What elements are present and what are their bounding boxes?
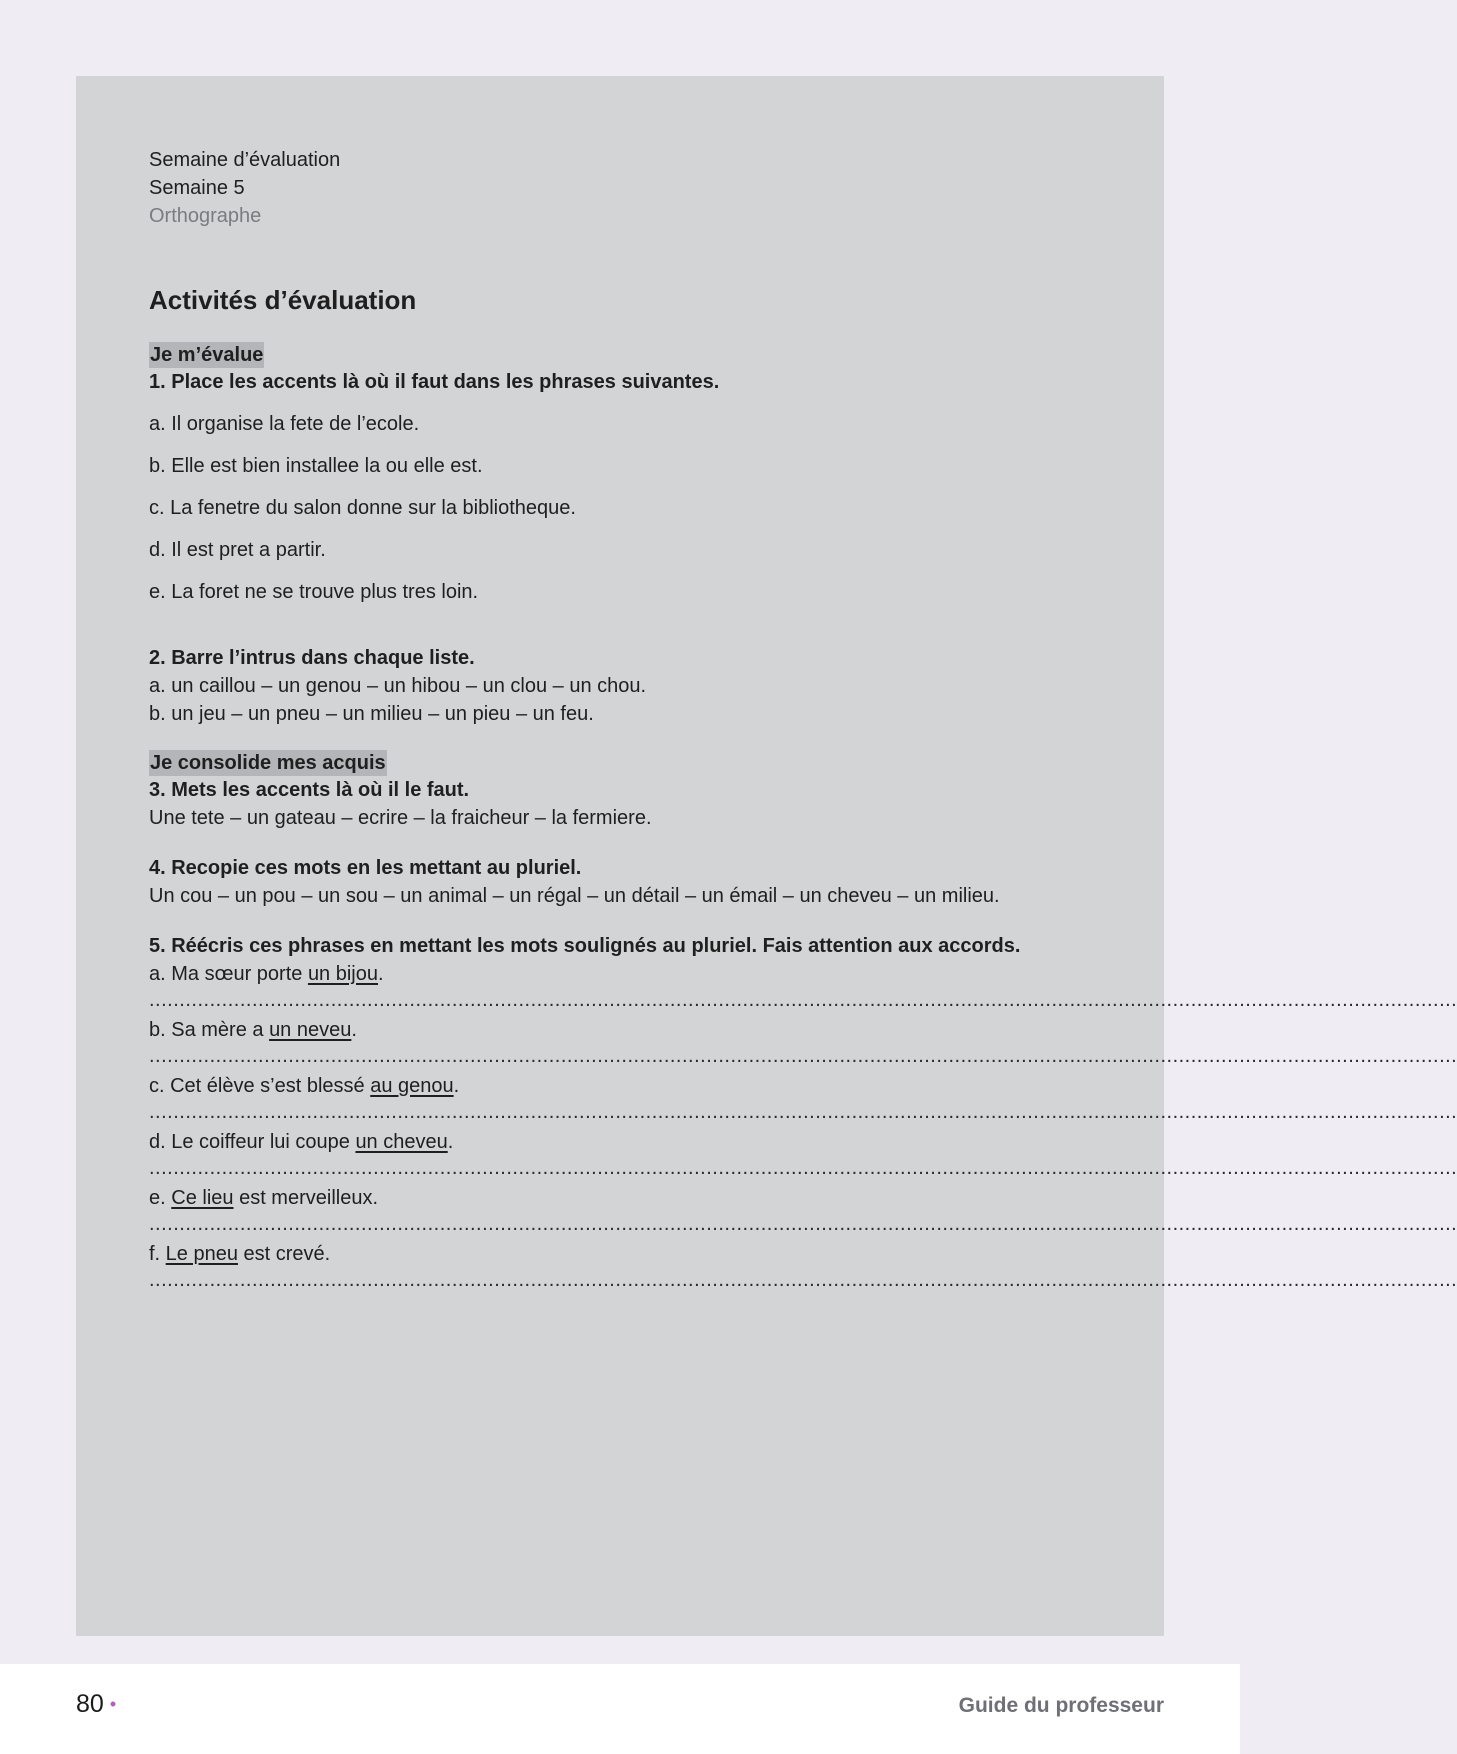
underlined-word: un bijou — [307, 963, 378, 985]
section-label: Je m’évalue — [150, 344, 264, 366]
question-1-item: a. Il organise la fete de l’ecole. — [149, 413, 420, 435]
worksheet — [149, 146, 1457, 1296]
question-5-item: a. Ma sœur porte un bijou. — [149, 963, 384, 985]
answer-line[interactable]: ........................................................................................................................................................................................................................ — [149, 1101, 1457, 1123]
question-5-item: d. Le coiffeur lui coupe un cheveu. — [149, 1131, 454, 1153]
question-5-item: f. Le pneu est crevé. — [149, 1243, 331, 1265]
question-1-item: d. Il est pret a partir. — [149, 539, 326, 561]
question-3-text: Une tete – un gateau – ecrire – la fraicheur – la fermiere. — [149, 807, 652, 829]
question-1-item: e. La foret ne se trouve plus tres loin. — [149, 581, 479, 603]
question-1-item: b. Elle est bien installee la ou elle est. — [149, 455, 483, 477]
bullet-icon: • — [109, 1694, 117, 1714]
question-5-item: e. Ce lieu est merveilleux. — [149, 1187, 379, 1209]
underlined-word: un cheveu — [355, 1131, 448, 1153]
section-label: Je consolide mes acquis — [150, 752, 386, 774]
page-number: 80 • — [76, 1690, 117, 1718]
question-2-item: a. un caillou – un genou – un hibou – un clou – un chou. — [149, 675, 647, 697]
question-4-text: Un cou – un pou – un sou – un animal – un régal – un détail – un émail – un cheveu – un milieu. — [149, 885, 1000, 907]
answer-line[interactable]: ........................................................................................................................................................................................................................ — [149, 1269, 1457, 1291]
header-subject: Orthographe — [149, 205, 262, 227]
answer-line[interactable]: ........................................................................................................................................................................................................................ — [149, 989, 1457, 1011]
underlined-word: Ce lieu — [171, 1187, 234, 1209]
question-1-prompt: 1. Place les accents là où il faut dans les phrases suivantes. — [149, 371, 720, 393]
question-2-item: b. un jeu – un pneu – un milieu – un pieu – un feu. — [149, 703, 594, 725]
answer-line[interactable]: ........................................................................................................................................................................................................................ — [149, 1157, 1457, 1179]
header-week-type: Semaine d’évaluation — [149, 149, 341, 171]
question-3-prompt: 3. Mets les accents là où il le faut. — [149, 779, 470, 801]
underlined-word: au genou — [370, 1075, 454, 1097]
section-je-consolide — [149, 750, 1457, 1296]
question-5-prompt: 5. Réécris ces phrases en mettant les mots soulignés au pluriel. Fais attention aux accords. — [149, 935, 1021, 957]
question-4-prompt: 4. Recopie ces mots en les mettant au pluriel. — [149, 857, 582, 879]
page-title: Activités d’évaluation — [149, 285, 417, 315]
underlined-word: un neveu — [269, 1019, 352, 1041]
underlined-word: Le pneu — [165, 1243, 238, 1265]
question-5-item: c. Cet élève s’est blessé au genou. — [149, 1075, 460, 1097]
section-je-m-evalue — [149, 342, 1149, 728]
question-2-prompt: 2. Barre l’intrus dans chaque liste. — [149, 647, 475, 669]
answer-line[interactable]: ........................................................................................................................................................................................................................ — [149, 1213, 1457, 1235]
answer-line[interactable]: ........................................................................................................................................................................................................................ — [149, 1045, 1457, 1067]
question-1-item: c. La fenetre du salon donne sur la bibliotheque. — [149, 497, 576, 519]
question-5-item: b. Sa mère a un neveu. — [149, 1019, 357, 1041]
footer-book-title: Guide du professeur — [958, 1694, 1164, 1717]
header-week-number: Semaine 5 — [149, 177, 245, 199]
